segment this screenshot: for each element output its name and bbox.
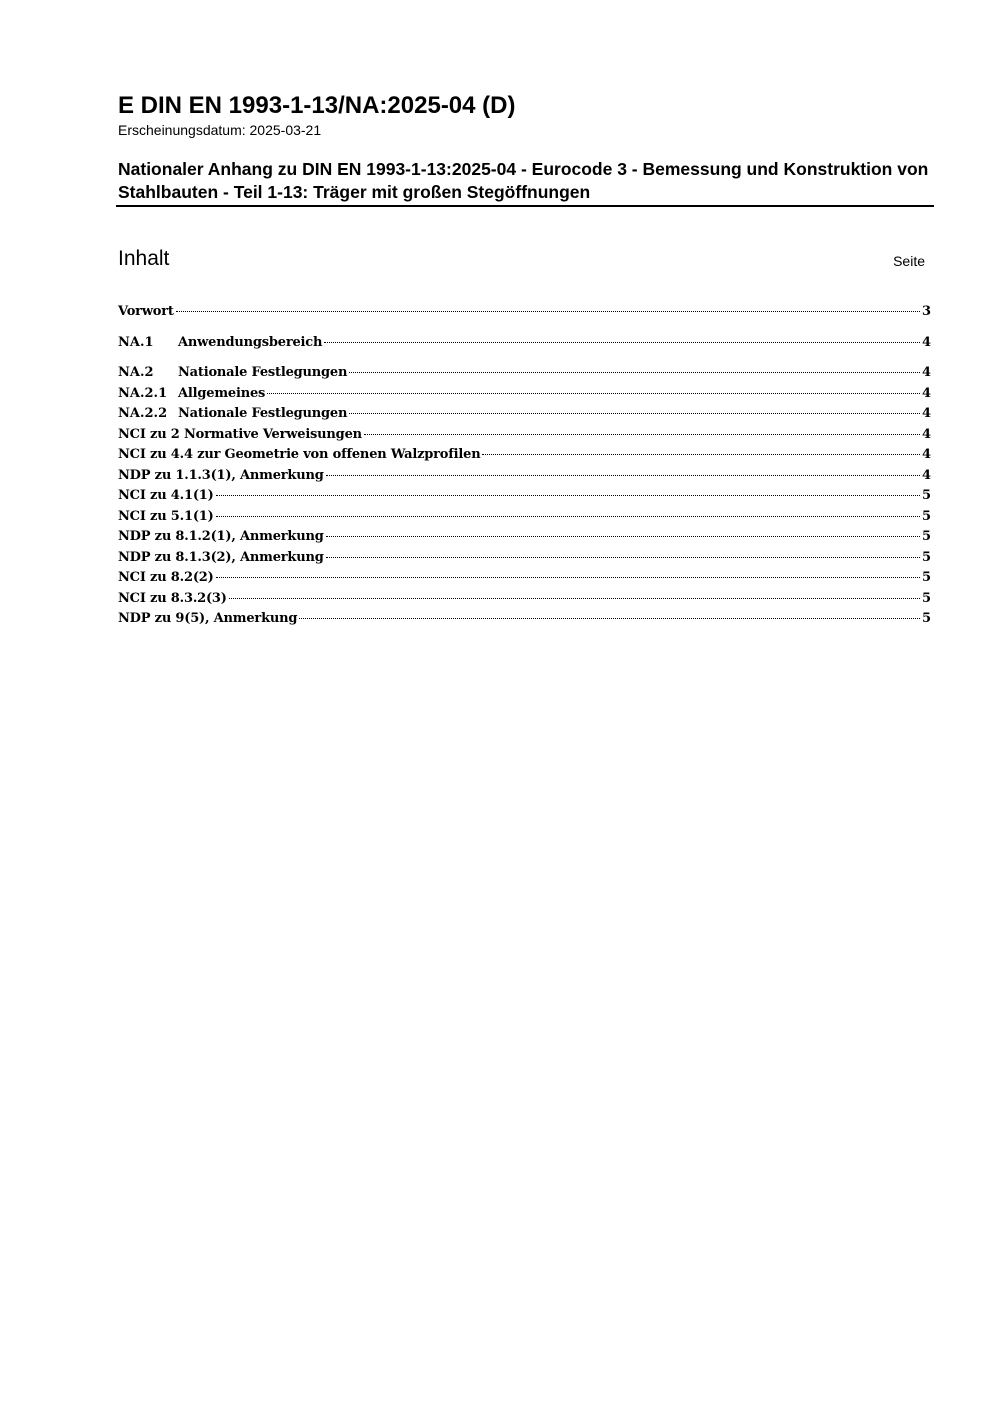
toc-entry-vorwort[interactable] <box>118 302 931 323</box>
document-title: Nationaler Anhang zu DIN EN 1993-1-13:2025-04 - Eurocode 3 - Bemessung und Konstruktion von Stahlbauten - Teil 1-13: Träger mit großen Stegöffnungen <box>118 159 929 202</box>
toc-entry-text: NCI zu 8.2(2) <box>118 570 214 585</box>
toc-dot-leader <box>176 311 920 312</box>
toc-entry-page: 4 <box>921 426 931 442</box>
toc-entry-page: 4 <box>921 467 931 483</box>
toc-entry-page: 4 <box>921 334 931 350</box>
toc-entry-nci-8-3-2[interactable] <box>118 589 931 610</box>
toc-entry-text: NDP zu 1.1.3(1), Anmerkung <box>118 467 324 483</box>
toc-entry-page: 5 <box>921 508 931 524</box>
toc-entry-text: NCI zu 4.4 zur Geometrie von offenen Walzprofilen <box>118 447 481 462</box>
toc-dot-leader <box>229 598 920 599</box>
toc-entry-nci-2[interactable] <box>118 425 931 446</box>
toc-dot-leader <box>482 454 920 455</box>
toc-entry-page: 3 <box>921 304 931 319</box>
toc-entry-page: 4 <box>921 406 931 421</box>
toc-entry-text: NCI zu 8.3.2(3) <box>118 590 227 606</box>
document-identifier: E DIN EN 1993-1-13/NA:2025-04 (D) <box>118 92 516 119</box>
toc-entry-nci-4-4[interactable] <box>118 445 931 466</box>
toc-entry-text: NCI zu 4.1(1) <box>118 488 214 503</box>
toc-entry-na-1[interactable] <box>118 333 931 354</box>
toc-entry-page: 5 <box>921 529 931 544</box>
toc-entry-ndp-9-5[interactable] <box>118 609 931 630</box>
toc-entry-text: NCI zu 2 Normative Verweisungen <box>118 426 362 442</box>
toc-entry-text: NCI zu 5.1(1) <box>118 508 214 524</box>
toc-dot-leader <box>326 536 920 537</box>
toc-entry-number: NA.2.2 <box>118 406 168 421</box>
toc-entry-page: 5 <box>921 570 931 585</box>
toc-dot-leader <box>216 516 920 517</box>
toc-entry-text: NDP zu 8.1.2(1), Anmerkung <box>118 529 324 544</box>
publication-date: Erscheinungsdatum: 2025-03-21 <box>118 122 322 138</box>
toc-dot-leader <box>349 372 920 373</box>
toc-dot-leader <box>216 577 920 578</box>
toc-entry-ndp-1-1-3[interactable] <box>118 466 931 487</box>
toc-entry-page: 5 <box>921 590 931 606</box>
toc-entry-text: Allgemeines <box>178 385 266 401</box>
toc-entry-ndp-8-1-2[interactable] <box>118 527 931 548</box>
toc-dot-leader <box>216 495 920 496</box>
toc-entry-text: Anwendungsbereich <box>178 334 323 350</box>
toc-entry-nci-8-2[interactable] <box>118 568 931 589</box>
toc-entry-nci-5-1[interactable] <box>118 507 931 528</box>
toc-entry-page: 5 <box>921 488 931 503</box>
toc-dot-leader <box>364 434 920 435</box>
toc-entry-page: 4 <box>921 385 931 401</box>
toc-entry-na-2-2[interactable] <box>118 404 931 425</box>
toc-dot-leader <box>349 413 920 414</box>
toc-dot-leader <box>267 393 920 394</box>
toc-entry-number: NA.2 <box>118 365 154 380</box>
toc-entry-page: 5 <box>921 611 931 626</box>
toc-entry-ndp-8-1-3[interactable] <box>118 548 931 569</box>
toc-heading: Inhalt <box>118 247 170 270</box>
toc-dot-leader <box>326 475 920 476</box>
toc-dot-leader <box>324 342 920 343</box>
toc-dot-leader <box>326 557 920 558</box>
toc-entry-nci-4-1[interactable] <box>118 486 931 507</box>
toc-entry-text: NDP zu 8.1.3(2), Anmerkung <box>118 549 324 565</box>
toc-entry-na-2[interactable] <box>118 363 931 384</box>
toc-entry-text: Nationale Festlegungen <box>178 365 348 380</box>
toc-entry-text: NDP zu 9(5), Anmerkung <box>118 611 298 626</box>
toc-entry-text: Nationale Festlegungen <box>178 406 348 421</box>
toc-entry-na-2-1[interactable] <box>118 384 931 405</box>
toc-dot-leader <box>299 618 920 619</box>
toc-page-column-heading: Seite <box>893 253 925 269</box>
table-of-contents <box>118 302 931 630</box>
toc-entry-number: NA.2.1 <box>118 385 168 401</box>
toc-entry-page: 4 <box>921 365 931 380</box>
toc-entry-page: 4 <box>921 447 931 462</box>
toc-entry-text: Vorwort <box>118 304 174 319</box>
toc-entry-number: NA.1 <box>118 334 154 350</box>
title-divider <box>116 205 934 207</box>
toc-entry-page: 5 <box>921 549 931 565</box>
